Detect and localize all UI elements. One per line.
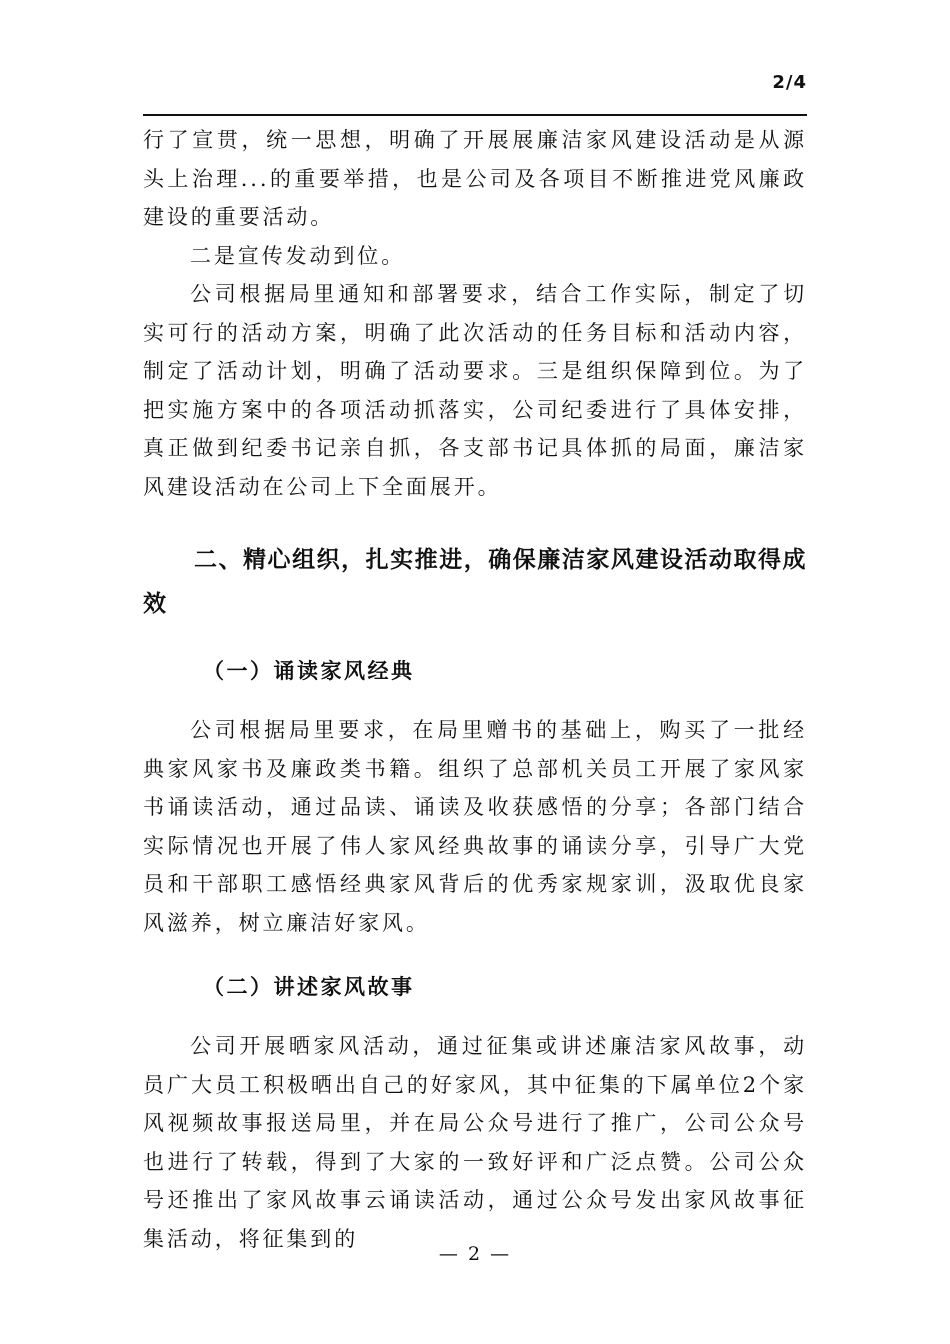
subsection-heading: （二）讲述家风故事 [203,975,415,999]
paragraph: 公司开展晒家风活动，通过征集或讲述廉洁家风故事，动员广大员工积极晒出自己的好家风，其中征集的下属单位2个家风视频故事报送局里，并在局公众号进行了推广，公司公众号也进行了转载，得到了大家的一致好评和广泛点赞。公司公众号还推出了家风故事云诵读活动，通过公众号发出家风故事征集活动，将征集到的 [143,1034,807,1251]
page-number-footer: — 2 — [438,1243,512,1265]
paragraph: 行了宣贯，统一思想，明确了开展展廉洁家风建设活动是从源头上治理...的重要举措，也是公司及各项目不断推进党风廉政建设的重要活动。 [143,128,807,229]
paragraph: 公司根据局里通知和部署要求，结合工作实际，制定了切实可行的活动方案，明确了此次活动的任务目标和活动内容，制定了活动计划，明确了活动要求。三是组织保障到位。为了把实施方案中的各项活动抓落实，公司纪委进行了具体安排，真正做到纪委书记亲自抓，各支部书记具体抓的局面，廉洁家风建设活动在公司上下全面展开。 [143,282,807,499]
paragraph: 二是宣传发动到位。 [190,243,406,268]
header-divider [143,114,807,116]
section-heading: 二、精心组织，扎实推进，确保廉洁家风建设活动取得成效 [143,547,807,617]
paragraph: 公司根据局里要求，在局里赠书的基础上，购买了一批经典家风家书及廉政类书籍。组织了总部机关员工开展了家风家书诵读活动，通过品读、诵读及收获感悟的分享；各部门结合实际情况也开展了伟人家风经典故事的诵读分享，引导广大党员和干部职工感悟经典家风背后的优秀家规家训，汲取优良家风滋养，树立廉洁好家风。 [143,718,807,935]
subsection-heading: （一）诵读家风经典 [203,659,415,683]
document-body [143,121,807,1258]
page-counter: 2/4 [772,72,807,93]
